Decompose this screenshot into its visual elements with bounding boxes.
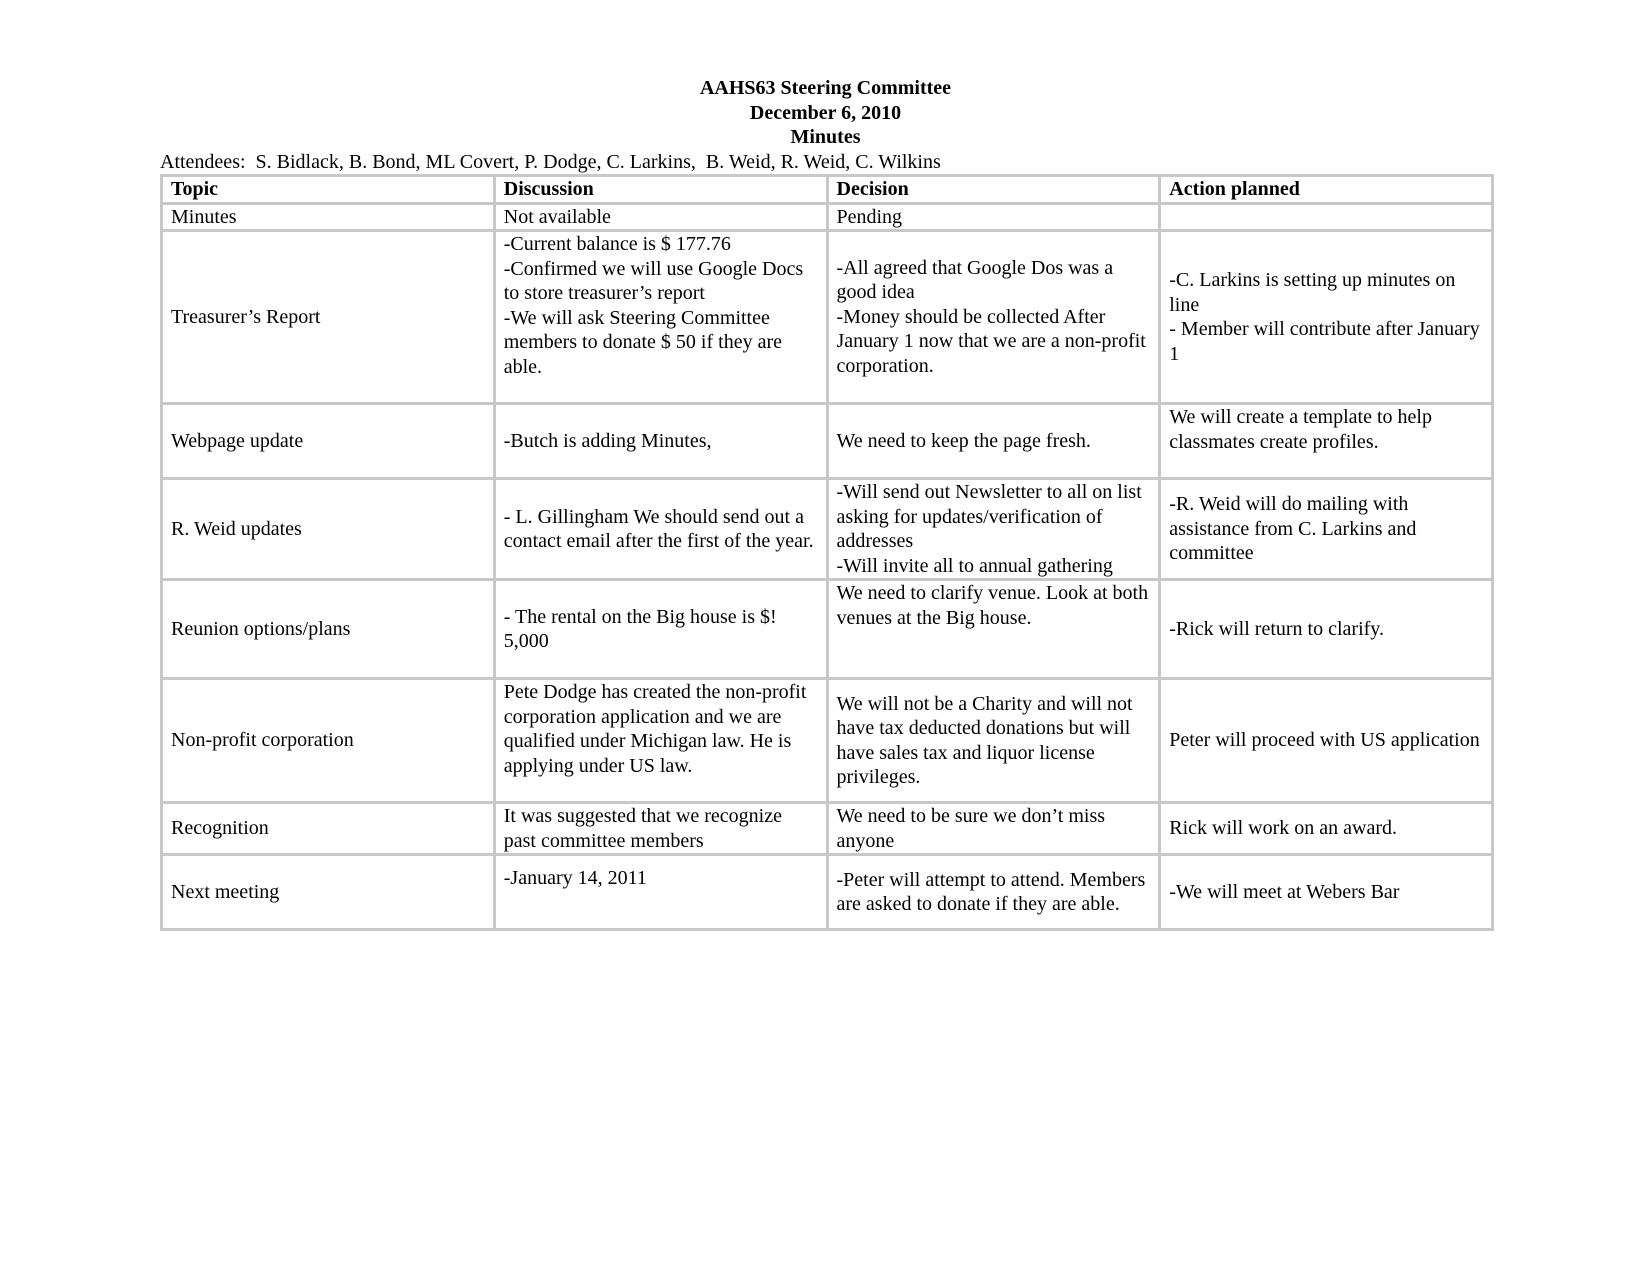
minutes-table xyxy=(160,174,1494,931)
discussion-text: -January 14, 2011 xyxy=(503,867,647,889)
discussion-text: -Current balance is $ 177.76 xyxy=(503,233,731,255)
action-text: We will create a template to help classmates create profiles. xyxy=(1169,406,1432,453)
decision-text: -Money should be collected After January 1 now that we are a non-profit corporation. xyxy=(836,305,1146,377)
decision-cell xyxy=(827,479,1160,580)
table-row xyxy=(162,203,1493,231)
decision-cell xyxy=(827,231,1160,404)
decision-text: We will not be a Charity and will not have tax deducted donations but will have sales tax and liquor license privileges. xyxy=(836,692,1133,788)
discussion-text: Not available xyxy=(503,205,611,228)
action-text: Rick will work on an award. xyxy=(1169,817,1397,840)
decision-cell xyxy=(827,803,1160,855)
action-cell xyxy=(1160,580,1493,679)
decision-text: -All agreed that Google Dos was a good idea xyxy=(836,256,1114,304)
topic-cell: R. Weid updates xyxy=(162,479,495,580)
decision-text: Pending xyxy=(836,205,903,228)
column-header-decision: Decision xyxy=(827,176,1160,204)
action-text: -C. Larkins is setting up minutes on line xyxy=(1169,269,1456,316)
document-type: Minutes xyxy=(790,126,861,148)
discussion-cell xyxy=(494,231,827,404)
discussion-cell xyxy=(494,679,827,803)
discussion-text: -We will ask Steering Committee members to donate $ 50 if they are able. xyxy=(503,306,782,378)
action-cell xyxy=(1160,231,1493,404)
topic-cell: Non-profit corporation xyxy=(162,679,495,803)
decision-text: We need to keep the page fresh. xyxy=(836,429,1091,452)
discussion-cell xyxy=(494,803,827,855)
topic-cell: Reunion options/plans xyxy=(162,580,495,679)
topic-cell: Next meeting xyxy=(162,855,495,930)
table-row xyxy=(162,803,1493,855)
decision-text: -Will send out Newsletter to all on list asking for updates/verification of addresses xyxy=(836,481,1142,552)
action-cell xyxy=(1160,479,1493,580)
table-row xyxy=(162,855,1493,930)
attendees-line: Attendees: S. Bidlack, B. Bond, ML Covert, P. Dodge, C. Larkins, B. Weid, R. Weid, C. Wilkins xyxy=(160,151,941,173)
discussion-cell xyxy=(494,203,827,231)
document-header xyxy=(0,76,1651,150)
decision-cell xyxy=(827,679,1160,803)
action-cell xyxy=(1160,679,1493,803)
column-header-action: Action planned xyxy=(1160,176,1493,204)
discussion-text: It was suggested that we recognize past committee members xyxy=(503,805,782,852)
discussion-text: -Confirmed we will use Google Docs to store treasurer’s report xyxy=(503,257,804,304)
meeting-date: December 6, 2010 xyxy=(749,101,902,124)
decision-text: We need to clarify venue. Look at both venues at the Big house. xyxy=(836,582,1149,629)
action-text: - Member will contribute after January 1 xyxy=(1169,318,1480,365)
action-text: -Rick will return to clarify. xyxy=(1169,617,1384,640)
table-row xyxy=(162,679,1493,803)
action-cell xyxy=(1160,404,1493,479)
table-header-row xyxy=(162,176,1493,204)
decision-cell xyxy=(827,855,1160,930)
action-cell xyxy=(1160,855,1493,930)
action-cell xyxy=(1160,803,1493,855)
discussion-cell xyxy=(494,855,827,930)
discussion-cell xyxy=(494,404,827,479)
discussion-text: -Butch is adding Minutes, xyxy=(503,429,712,452)
discussion-cell xyxy=(494,580,827,679)
table-row xyxy=(162,479,1493,580)
decision-cell xyxy=(827,580,1160,679)
decision-text: We need to be sure we don’t miss anyone xyxy=(836,805,1106,852)
action-text: Peter will proceed with US application xyxy=(1169,729,1480,752)
discussion-text: - The rental on the Big house is $! 5,000 xyxy=(503,605,777,652)
action-text: -We will meet at Webers Bar xyxy=(1169,880,1400,903)
action-cell xyxy=(1160,203,1493,231)
decision-cell xyxy=(827,203,1160,231)
column-header-topic: Topic xyxy=(162,176,495,204)
decision-text: -Will invite all to annual gathering xyxy=(836,554,1113,577)
topic-cell: Recognition xyxy=(162,803,495,855)
decision-text: -Peter will attempt to attend. Members are asked to donate if they are able. xyxy=(836,868,1146,915)
table-row xyxy=(162,404,1493,479)
discussion-cell xyxy=(494,479,827,580)
topic-cell: Treasurer’s Report xyxy=(162,231,495,404)
decision-cell xyxy=(827,404,1160,479)
discussion-text: Pete Dodge has created the non-profit corporation application and we are qualified under Michigan law. He is applying under US law. xyxy=(503,681,807,777)
topic-cell: Minutes xyxy=(162,203,495,231)
discussion-text: - L. Gillingham We should send out a contact email after the first of the year. xyxy=(503,505,814,552)
table-row xyxy=(162,231,1493,404)
column-header-discussion: Discussion xyxy=(494,176,827,204)
topic-cell: Webpage update xyxy=(162,404,495,479)
document-title: AAHS63 Steering Committee xyxy=(699,77,952,99)
table-row xyxy=(162,580,1493,679)
action-text: -R. Weid will do mailing with assistance from C. Larkins and committee xyxy=(1169,493,1417,565)
